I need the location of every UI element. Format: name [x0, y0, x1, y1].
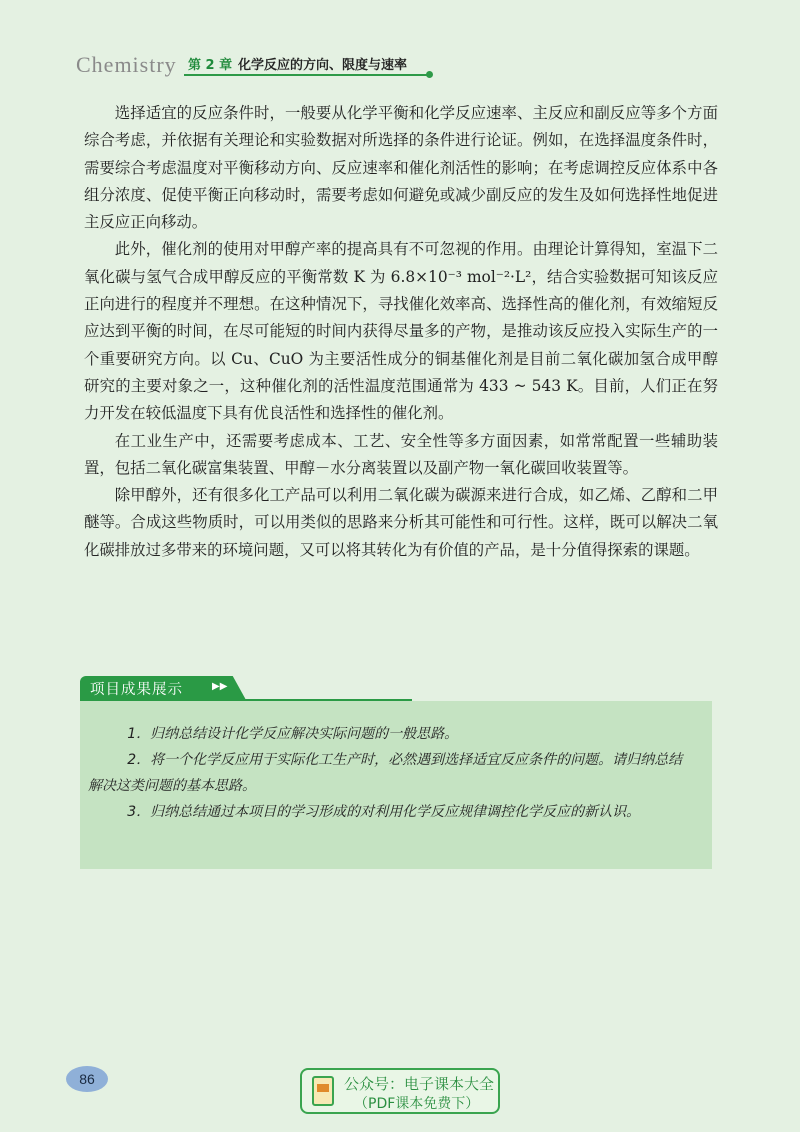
header-dot-icon [426, 71, 433, 78]
body-text [84, 100, 718, 564]
header-rule [184, 74, 428, 76]
paragraph: 此外，催化剂的使用对甲醇产率的提高具有不可忽视的作用。由理论计算得知，室温下二氧化碳与氢气合成甲醇反应的平衡常数 K 为 6.8×10⁻³ mol⁻²·L²，结合实验数据可知该反应正向进行的程度并不理想。在这种情况下，寻找催化效率高、选择性高的催化剂，有效缩短反应达到平衡的时间，在尽可能短的时间内获得尽量多的产物，是推动该反应投入实际生产的一个重要研究方向。以 Cu、CuO 为主要活性成分的铜基催化剂是目前二氧化碳加氢合成甲醇研究的主要对象之一，这种催化剂的活性温度范围通常为 433 ~ 543 K。目前，人们正在努力开发在较低温度下具有优良活性和选择性的催化剂。 [84, 240, 718, 423]
page-header [76, 52, 436, 82]
chapter-title: 化学反应的方向、限度与速率 [238, 58, 408, 73]
paragraph: 选择适宜的反应条件时，一般要从化学平衡和化学反应速率、主反应和副反应等多个方面综合考虑，并依据有关理论和实验数据对所选择的条件进行论证。例如，在选择温度条件时，需要综合考虑温度对平衡移动方向、反应速率和催化剂活性的影响；在考虑调控反应体系中各组分浓度、促使平衡正向移动时，需要考虑如何避免或减少副反应的发生及如何选择性地促进主反应正向移动。 [84, 104, 718, 232]
page-number: 86 [66, 1066, 108, 1092]
banner-line-1: 公众号：电子课本大全 [344, 1075, 495, 1093]
banner-line-2: （PDF课本免费下） [354, 1096, 480, 1112]
paragraph: 在工业生产中，还需要考虑成本、工艺、安全性等多方面因素，如常常配置一些辅助装置，包括二氧化碳富集装置、甲醇－水分离装置以及副产物一氧化碳回收装置等。 [84, 431, 718, 477]
result-item: 3．归纳总结通过本项目的学习形成的对利用化学反应规律调控化学反应的新认识。 [127, 804, 641, 820]
double-arrow-icon: ▶▶ [212, 681, 228, 692]
brand-title: Chemistry [76, 52, 177, 77]
section-title: 项目成果展示 [90, 682, 183, 698]
result-item: 1．归纳总结设计化学反应解决实际问题的一般思路。 [127, 726, 459, 742]
chapter-number: 第 2 章 [188, 58, 233, 73]
book-icon [312, 1076, 334, 1106]
result-item: 2．将一个化学反应用于实际化工生产时，必然遇到选择适宜反应条件的问题。请归纳总结解决这类问题的基本思路。 [88, 752, 683, 794]
watermark-banner [300, 1068, 500, 1114]
results-box [80, 701, 712, 869]
paragraph: 除甲醇外，还有很多化工产品可以利用二氧化碳为碳源来进行合成，如乙烯、乙醇和二甲醚等。合成这些物质时，可以用类似的思路来分析其可能性和可行性。这样，既可以解决二氧化碳排放过多带来的环境问题，又可以将其转化为有价值的产品，是十分值得探索的课题。 [84, 486, 718, 559]
